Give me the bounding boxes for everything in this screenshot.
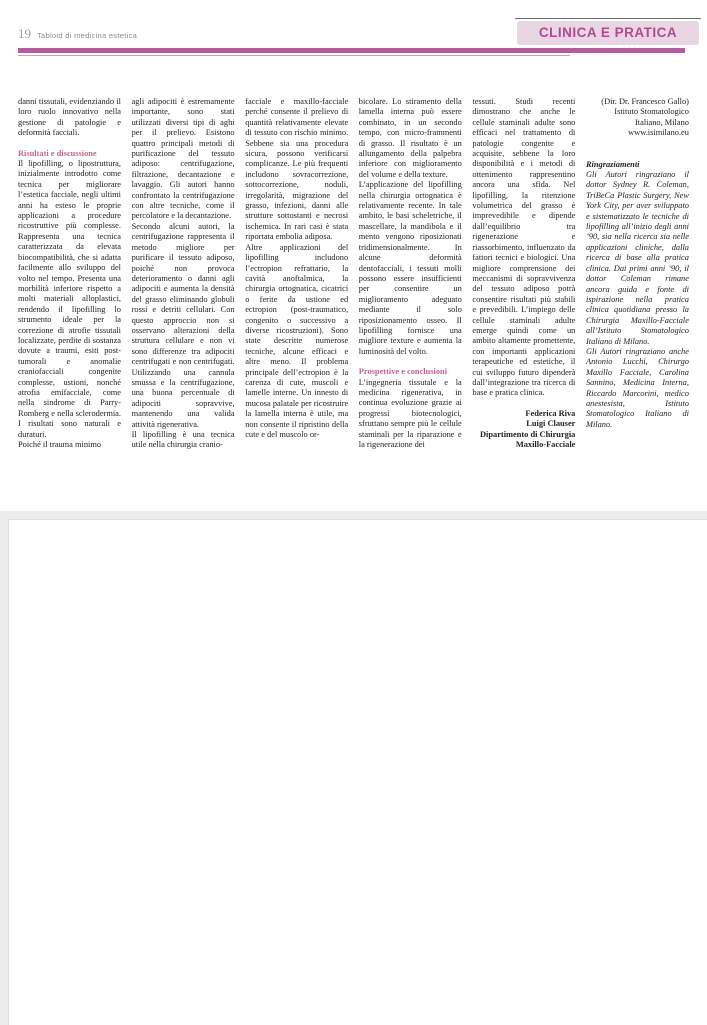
column-2 — [132, 97, 235, 467]
acknowledgements-heading: Ringraziamenti — [585, 159, 640, 169]
page-number: 19 — [18, 26, 31, 41]
publication-name: Tabloid di medicina estetica — [37, 31, 138, 40]
section-heading-prospettive: Prospettive e conclusioni — [358, 367, 448, 377]
section-badge: CLINICA E PRATICA — [517, 21, 699, 45]
paragraph: bicolare. Lo stiramento della lamella interna può essere combinato, in un secondo tempo, con micro-frammenti di grasso. Il risultato è un allungamento della palpebra inferiore con miglioramento del volume e della texture. — [358, 97, 462, 179]
next-page-blank — [8, 519, 707, 1025]
paragraph: tessuti. Studi recenti dimostrano che anche le cellule staminali adulte sono efficaci nel trattamento di patologie congenite e acquisite, sebbene la loro disponibilità e i metodi di ottenimento rappresentino ancora una sfida. Nel lipofilling, la ritenzione volumetrica del grasso è imprevedibile e dipende dall’equilibrio tra rigenerazione e riassorbimento, influenzato da fattori tecnici e biologici. Una migliore comprensione dei meccanismi di sopravvivenza del tessuto adiposo potrà consentire risultati più stabili e prevedibili. L’impiego delle cellule staminali adulte emerge quindi come un ambito altamente promettente, con importanti applicazioni terapeutiche ed estetiche, il cui sviluppo futuro dipenderà dall’integrazione tra ricerca di base e pratica clinica. — [472, 97, 576, 398]
column-1 — [18, 97, 121, 467]
paragraph: danni tissutali, evidenziando il loro ruolo innovativo nella gestione di patologie e deformità facciali. — [18, 97, 121, 138]
address-line: Istituto Stomatologico — [614, 107, 689, 117]
column-6 — [586, 97, 689, 467]
signature-block — [472, 409, 575, 451]
signature-line: Luigi Clauser — [526, 419, 576, 429]
column-5 — [472, 97, 575, 467]
badge-top-rule — [515, 18, 701, 19]
paragraph: facciale e maxillo-facciale perché consente il prelievo di quantità relativamente elevate di tessuto con rischio minimo. Sebbene sia una procedura sicura, possono verificarsi complicanze. Le più frequenti includono sovracorrezione, sottocorrezione, noduli, irregolarità, migrazione del grasso, infezioni, danni alle strutture sottostanti e necrosi ischemica. In rari casi è stata riportata embolia adiposa. — [245, 97, 349, 242]
signature-line: Maxillo-Facciale — [515, 440, 576, 449]
address-line: Italiano, Milano — [635, 117, 689, 127]
address-line: www.isimilano.eu — [628, 128, 689, 138]
address-block — [586, 97, 689, 139]
magazine-page — [0, 0, 707, 511]
paragraph: Poiché il trauma minimo — [18, 440, 102, 449]
paragraph: L’applicazione del lipofilling nella chirurgia ortognatica è relativamente recente. In tale ambito, le basi scheletriche, il mascellare, la mandibola e il mento vengono riposizionati tridimensionalmente. In alcune deformità dentofacciali, i tessuti molli possono essere insufficienti per consentire un miglioramento adeguato mediante il solo riposizionamento osseo. Il lipofilling fornisce una migliore texture e aumenta la luminosità del volto. — [358, 180, 462, 356]
signature-line: Federica Riva — [525, 408, 576, 418]
address-line: (Dir. Dr. Francesco Gallo) — [601, 97, 689, 106]
acknowledgements-paragraph: Gli Autori ringraziano anche Antonio Lucchi, Chirurgo Maxillo Facciale, Carolina Sannino, Medicina Interna, Riccardo Marcorini, medico anestesista, Istituto Stomatologico Italiano di Milano. — [585, 346, 689, 429]
article-columns — [0, 56, 707, 467]
publication-info — [18, 26, 137, 45]
header-rule-thick — [18, 48, 685, 53]
acknowledgements-paragraph: Gli Autori ringraziano il dottor Sydney R. Coleman, TriBeCa Plastic Surgery, New York City, per aver sviluppato e sistematizzato le tecniche di lipofilling all’inizio degli anni ’90, sia nella ricerca sia nelle applicazioni cliniche, dalla ricerca di base alla pratica clinica. Dai primi anni ’90, il dottor Coleman rimane ancora guida e fonte di ispirazione nella pratica clinica quotidiana presso la Chirurgia Maxillo-Facciale all’Istituto Stomatologico Italiano di Milano. — [585, 170, 689, 346]
paragraph: Il lipofilling, o lipostruttura, inizialmente introdotto come tecnica per migliorare l’estetica facciale, negli ultimi anni ha esteso le proprie applicazioni a procedure ricostruttive più complesse. Rappresenta una tecnica caratterizzata da elevata biocompatibilità, che si adatta facilmente allo sviluppo del volto nel tempo. Presenta una morbilità inferiore rispetto a molti materiali alloplastici, rendendo il lipofilling lo strumento ideale per la correzione di atrofie tissutali localizzate, perdite di sostanza dovute a traumi, esiti post-tumorali e anomalie craniofacciali congenite complesse, ustioni, nonché atrofia emifacciale, come nella sindrome di Parry-Romberg e nella sclerodermia. I risultati sono naturali e duraturi. — [18, 159, 121, 439]
column-3 — [245, 97, 348, 467]
paragraph: Secondo alcuni autori, la centrifugazione rappresenta il metodo migliore per purificare il tessuto adiposo, poiché non provoca deterioramento o danni agli adipociti e aumenta la densità del grasso eliminando globuli rossi e detriti cellulari. Con questo approccio non si osservano alterazioni della struttura cellulare e non vi sono differenze tra adipociti centrifugati e non centrifugati. Utilizzando una cannula smussa e la centrifugazione, una buona percentuale di adipociti sopravvive, mantenendo una valida attività rigenerativa. — [131, 221, 235, 429]
column-4 — [359, 97, 462, 467]
paragraph: L’ingegneria tissutale e la medicina rigenerativa, in continua evoluzione grazie ai progressi biotecnologici, sfruttano sempre più le cellule staminali per la riparazione e la rigenerazione dei — [358, 377, 462, 449]
masthead — [0, 0, 707, 45]
section-heading-risultati: Risultati e discussione — [18, 148, 97, 158]
paragraph: agli adipociti è estremamente importante, sono stati utilizzati diversi tipi di aghi per il prelievo. Esistono quattro principali metodi di purificazione del tessuto adiposo: centrifugazione, filtrazione, decantazione e lavaggio. Gli autori hanno confrontato la centrifugazione con altre tecniche, come il percolatore e la decantazione. — [131, 97, 235, 221]
section-badge-area — [517, 18, 699, 45]
paragraph: Il lipofilling è una tecnica utile nella chirurgia cranio- — [131, 430, 235, 450]
paragraph: Altre applicazioni del lipofilling includono l’ectropion refrattario, la cavità anoftalmica, la chirurgia ortognatica, cicatrici o ferite da ustione ed ectropion (post-traumatico, congenito o successivo a diverse ricostruzioni). Sono state descritte numerose tecniche, alcune efficaci e altre meno. Il problema principale dell’ectropion è la carenza di cute, muscoli e lamelle interne. Un innesto di mucosa palatale per ricostruire la lamella interna è utile, ma non consente il ripristino della cute e del muscolo or- — [245, 242, 349, 439]
signature-line: Dipartimento di Chirurgia — [479, 429, 576, 439]
